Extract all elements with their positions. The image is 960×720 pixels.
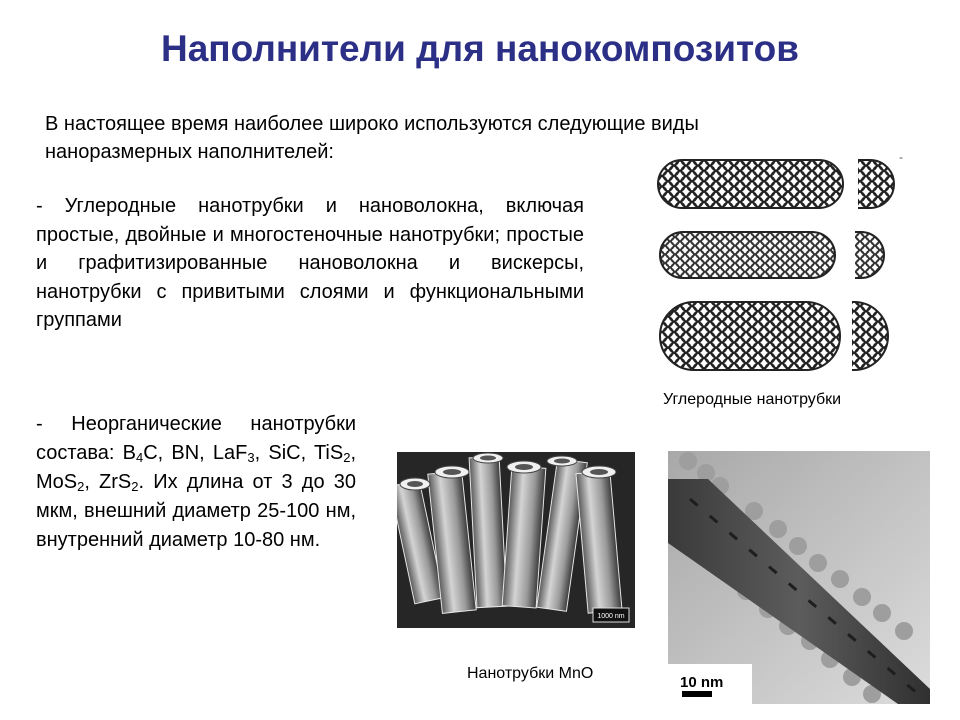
formula-sub: 2 [131,479,139,494]
intro-text: В настоящее время наиболее широко используются следующие виды наноразмерных наполнителей: [45,113,699,163]
formula-b4c: B [122,442,136,464]
nanotube-tem-image [668,451,930,704]
formula-sub: 4 [136,450,144,465]
corner-mark: - [899,150,903,164]
formula-sub: 3 [247,450,255,465]
item2-rest: . Их длина от 3 до 30 мкм, внешний диаметр 25-100 нм, внутренний диаметр 10-80 нм. [36,471,356,551]
tem-scale-bar-label: 10 nm [680,674,724,691]
formula-laf3: BN, LaF [163,442,248,464]
formula-sub: 2 [77,479,85,494]
nanotube-model-3 [660,302,888,370]
nanotube-model-1 [658,160,894,208]
carbon-nanotubes-item: - Углеродные нанотрубки и нановолокна, включая простые, двойные и многостеночные нанотрубки; простые и графитизированные нановолокна и вискерсы, нанотрубки с привитыми слоями и функциональными группами [36,195,584,332]
formula-text: C, [143,442,164,464]
mno-nanotubes-caption: Нанотрубки MnO [467,665,594,682]
mno-nanotubes-sem-image [397,452,635,628]
item2-lead: - Неорганические нанотрубки состава: [36,413,356,464]
slide-title: Наполнители для нанокомпозитов [161,28,799,69]
formula-text: , SiC, TiS [254,442,344,464]
formula-sub: 2 [343,450,351,465]
carbon-nanotube-models-image [650,150,900,380]
formula-text: , ZrS [84,471,132,493]
sem-scale-bar-label: 1000 nm [597,613,625,620]
carbon-nanotubes-caption: Углеродные нанотрубки [663,391,842,408]
formula-text: , MoS [36,442,356,493]
nanotube-model-2 [660,232,884,278]
inorganic-nanotubes-item [36,410,356,555]
